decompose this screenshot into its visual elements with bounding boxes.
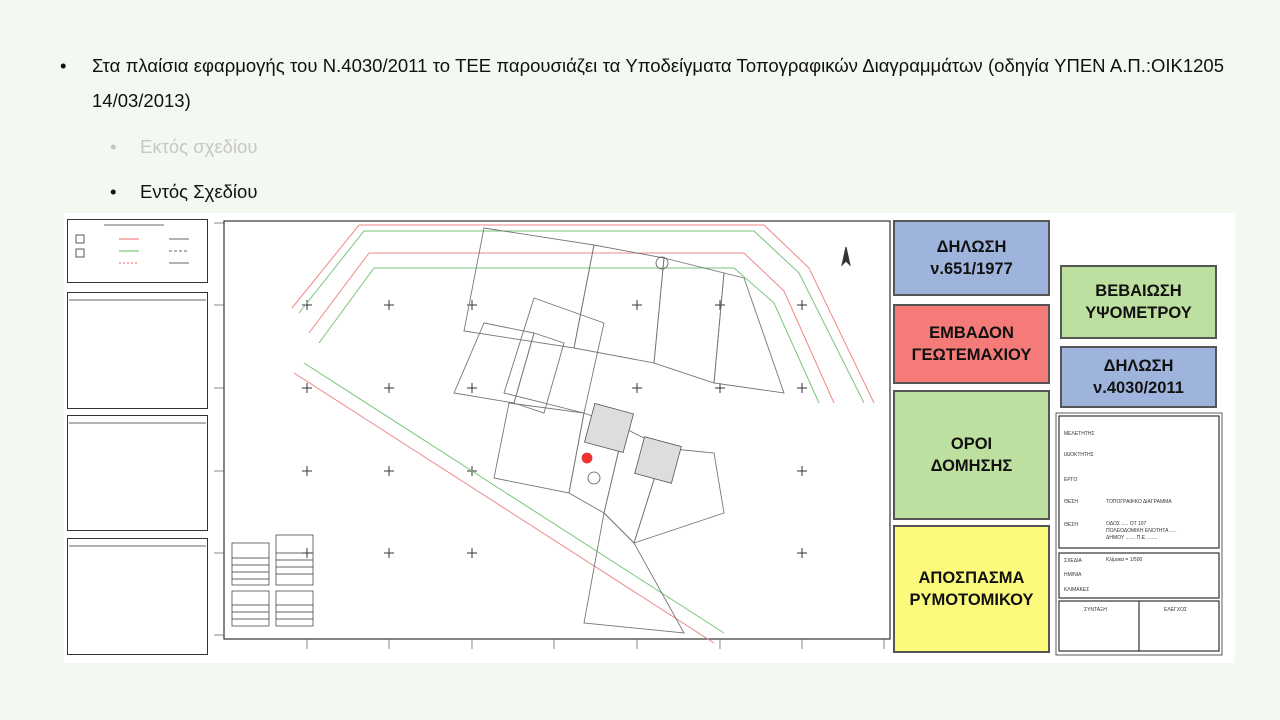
svg-text:ΚΛΙΜΑΚΕΣ: ΚΛΙΜΑΚΕΣ [1064,587,1090,593]
label-apospasma [893,525,1050,653]
label-line: ΥΨΟΜΕΤΡΟΥ [1085,304,1192,322]
svg-text:ΘΕΣΗ: ΘΕΣΗ [1064,499,1078,505]
label-line: ΒΕΒΑΙΩΣΗ [1095,282,1182,300]
label-line: ΔΗΛΩΣΗ [936,238,1007,256]
label-line: ΡΥΜΟΤΟΜΙΚΟΥ [909,591,1034,609]
drawing-title: ΤΟΠΟΓΡΑΦΙΚΟ ΔΙΑΓΡΑΜΜΑ [1106,499,1172,505]
label-vevaiosi [1060,265,1217,339]
grid-crosses [302,300,807,558]
topographic-drawing [64,213,1235,663]
address-line-3: ΔΗΜΟΥ ....... Π.Ε. ....... [1106,535,1158,541]
label-line: ΔΗΛΩΣΗ [1103,357,1174,375]
bullet-outside-plan-text: Εκτός σχεδίου [140,136,258,157]
svg-text:ΗΜ/ΝΙΑ: ΗΜ/ΝΙΑ [1064,572,1082,578]
label-dilosi-4030 [1060,346,1217,408]
road-lines [292,225,874,643]
buildings [585,404,682,484]
label-line: ΓΕΩΤΕΜΑΧΙΟΥ [911,346,1032,364]
frame-ticks [214,223,884,649]
bullet-inside-plan [110,181,257,203]
svg-text:ΣΥΝΤΑΞΗ: ΣΥΝΤΑΞΗ [1084,607,1107,613]
coordinate-tables [232,535,313,626]
bullet-outside-plan [110,136,257,158]
svg-text:ΕΛΕΓΧΟΣ: ΕΛΕΓΧΟΣ [1164,607,1188,613]
label-oroi-domisis [893,390,1050,520]
address-line-2: ΠΟΛΕΟΔΟΜΙΚΗ ΕΝΟΤΗΤΑ ..... [1106,528,1177,534]
label-line: ν.4030/2011 [1093,379,1184,397]
label-line: ΔΟΜΗΣΗΣ [930,457,1013,475]
bullet-dot: • [110,181,117,202]
svg-text:ΘΕΣΗ: ΘΕΣΗ [1064,522,1078,528]
bullet-main-text: Στα πλαίσια εφαρμογής του Ν.4030/2011 το ΤΕΕ παρουσιάζει τα Υποδείγματα Τοπογραφικών Διαγραμμάτων (οδηγία ΥΠΕΝ Α.Π.:ΟΙΚ1205 14/03/2013) [92,55,1224,111]
label-line: ΕΜΒΑΔΟΝ [929,324,1014,342]
bullet-inside-plan-text: Εντός Σχεδίου [140,181,258,202]
frame-headers [69,300,206,546]
svg-text:ΕΡΓΟ: ΕΡΓΟ [1064,477,1078,483]
plan-frame [224,221,890,639]
legend-symbols [76,225,189,263]
bullet-dot: • [60,55,67,76]
svg-text:ΙΔΙΟΚΤΗΤΗΣ: ΙΔΙΟΚΤΗΤΗΣ [1064,452,1094,458]
address-line-1: ΟΔΟΣ ..... ΟΤ 107 [1106,521,1147,527]
north-arrow [842,247,850,265]
scale-label: Κλίμακα = 1/500 [1106,557,1143,563]
label-dilosi-651 [893,220,1050,296]
label-emvadon [893,304,1050,384]
bullet-dot: • [110,136,117,157]
label-line: ΑΠΟΣΠΑΣΜΑ [918,569,1025,587]
label-line: ν.651/1977 [930,260,1013,278]
title-block-lines [1056,413,1222,655]
label-line: ΟΡΟΙ [950,435,993,453]
svg-text:ΜΕΛΕΤΗΤΗΣ: ΜΕΛΕΤΗΤΗΣ [1064,431,1095,437]
svg-text:ΣΧΕΔΙΑ: ΣΧΕΔΙΑ [1064,558,1082,564]
